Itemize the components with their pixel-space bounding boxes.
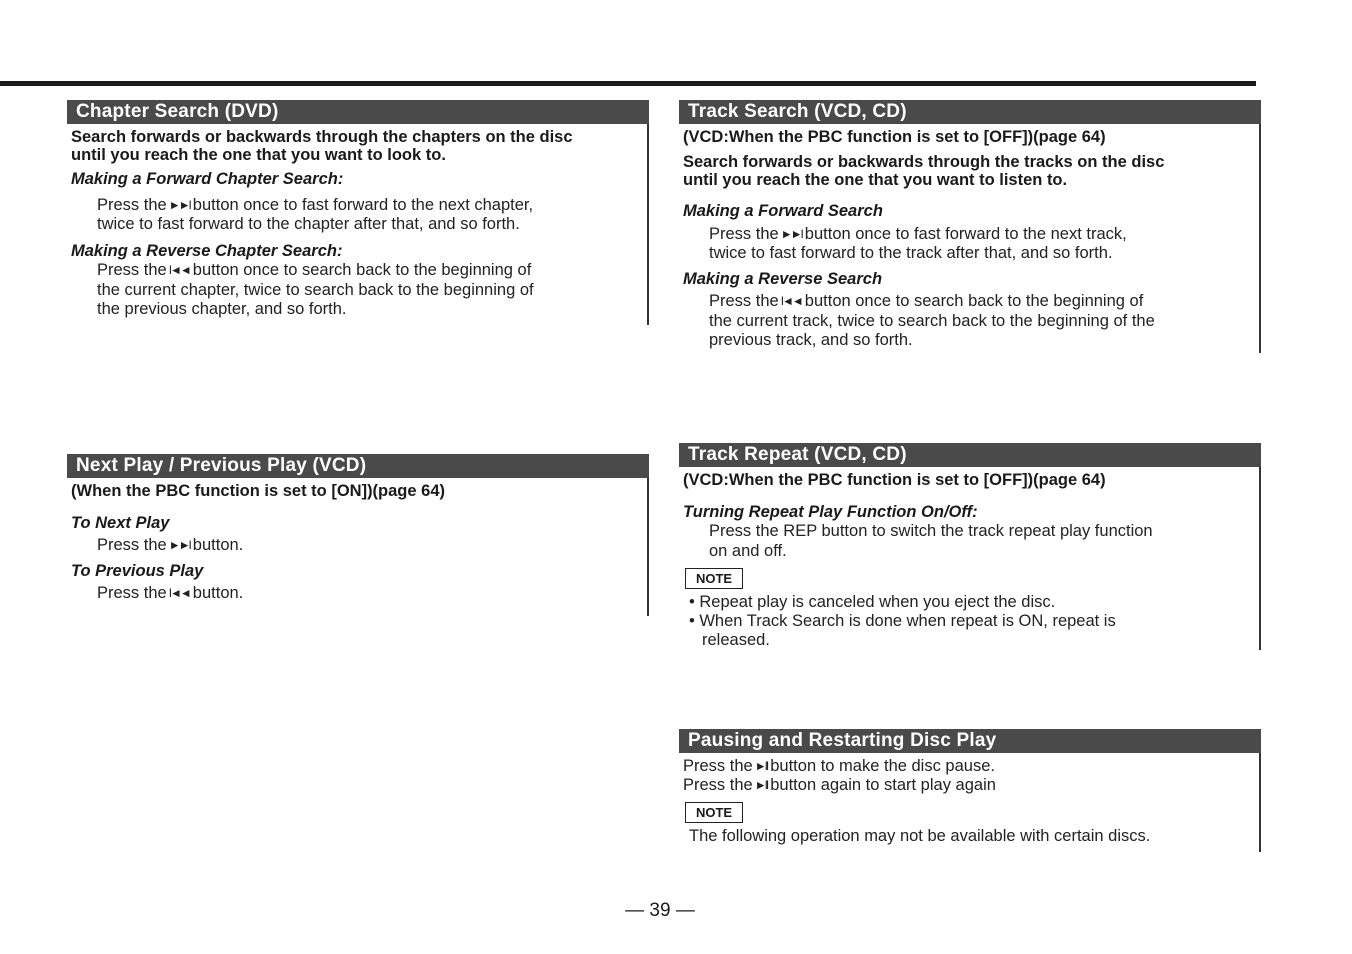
body-text: Press the xyxy=(97,196,167,214)
section-title: Track Repeat (VCD, CD) xyxy=(679,443,1261,467)
note-bullet: released. xyxy=(702,631,770,649)
track-search-section xyxy=(679,100,1261,353)
lead-text: until you reach the one that you want to listen to. xyxy=(683,171,1068,189)
body-text xyxy=(97,584,243,604)
top-rule xyxy=(0,81,1256,86)
body-text: Press the xyxy=(97,584,167,602)
note-label: NOTE xyxy=(685,568,743,589)
note-bullet: • When Track Search is done when repeat is ON, repeat is xyxy=(689,612,1116,630)
section-title: Pausing and Restarting Disc Play xyxy=(679,729,1261,753)
condition-text: (VCD:When the PBC function is set to [OFF])(page 64) xyxy=(683,471,1106,489)
note-text: The following operation may not be available with certain discs. xyxy=(689,827,1151,845)
previous-button-icon: I◄◄ xyxy=(168,586,190,600)
body-text: the current chapter, twice to search back to the beginning of xyxy=(97,281,534,299)
body-text: button. xyxy=(192,584,244,602)
body-text xyxy=(683,776,996,796)
note-bullet: • Repeat play is canceled when you eject the disc. xyxy=(689,593,1056,611)
subheading: To Previous Play xyxy=(71,562,204,580)
body-text: Press the xyxy=(683,776,753,794)
body-text: twice to fast forward to the chapter after that, and so forth. xyxy=(97,215,520,233)
body-text: button once to fast forward to the next chapter, xyxy=(192,196,534,214)
body-text xyxy=(97,536,243,556)
body-text: Press the xyxy=(683,757,753,775)
body-text: Press the xyxy=(709,292,779,310)
next-button-icon: ►►I xyxy=(168,198,190,212)
body-text xyxy=(709,225,1127,245)
subheading: Making a Reverse Search xyxy=(683,270,883,288)
body-text: button again to start play again xyxy=(770,776,996,794)
body-text: previous track, and so forth. xyxy=(709,331,913,349)
lead-text: Search forwards or backwards through the tracks on the disc xyxy=(683,153,1165,171)
subheading: To Next Play xyxy=(71,514,170,532)
subheading: Making a Forward Chapter Search: xyxy=(71,170,344,188)
body-text: Press the xyxy=(709,225,779,243)
body-text: button to make the disc pause. xyxy=(770,757,995,775)
body-text xyxy=(97,261,531,281)
next-previous-play-section xyxy=(67,454,649,616)
body-text xyxy=(97,196,533,216)
section-title: Chapter Search (DVD) xyxy=(67,100,649,124)
section-title: Track Search (VCD, CD) xyxy=(679,100,1261,124)
body-text: button once to search back to the beginning of xyxy=(804,292,1144,310)
body-text: Press the xyxy=(97,536,167,554)
play-pause-icon: ►II xyxy=(754,759,768,773)
play-pause-icon: ►II xyxy=(754,778,768,792)
section-body xyxy=(67,478,649,616)
next-button-icon: ►►I xyxy=(780,227,802,241)
subheading: Turning Repeat Play Function On/Off: xyxy=(683,503,978,521)
condition-text: (When the PBC function is set to [ON])(page 64) xyxy=(71,482,445,500)
section-body xyxy=(679,753,1261,852)
body-text: on and off. xyxy=(709,542,787,560)
body-text xyxy=(709,292,1143,312)
subheading: Making a Reverse Chapter Search: xyxy=(71,242,343,260)
body-text: button once to fast forward to the next track, xyxy=(804,225,1127,243)
next-button-icon: ►►I xyxy=(168,538,190,552)
body-text: button once to search back to the beginning of xyxy=(192,261,532,279)
section-title: Next Play / Previous Play (VCD) xyxy=(67,454,649,478)
body-text: the current track, twice to search back to the beginning of the xyxy=(709,312,1155,330)
note-label: NOTE xyxy=(685,802,743,823)
body-text: twice to fast forward to the track after that, and so forth. xyxy=(709,244,1113,262)
condition-text: (VCD:When the PBC function is set to [OFF])(page 64) xyxy=(683,128,1106,146)
body-text xyxy=(683,757,995,777)
previous-button-icon: I◄◄ xyxy=(168,263,190,277)
page-number: — 39 — xyxy=(625,900,695,921)
section-body xyxy=(679,124,1261,353)
body-text: Press the REP button to switch the track repeat play function xyxy=(709,522,1153,540)
body-text: button. xyxy=(192,536,244,554)
body-text: the previous chapter, and so forth. xyxy=(97,300,347,318)
pause-restart-section xyxy=(679,729,1261,852)
body-text: Press the xyxy=(97,261,167,279)
lead-text: Search forwards or backwards through the chapters on the disc xyxy=(71,128,573,146)
lead-text: until you reach the one that you want to look to. xyxy=(71,146,446,164)
track-repeat-section xyxy=(679,443,1261,650)
subheading: Making a Forward Search xyxy=(683,202,883,220)
chapter-search-section xyxy=(67,100,649,325)
previous-button-icon: I◄◄ xyxy=(780,294,802,308)
section-body xyxy=(67,124,649,325)
section-body xyxy=(679,467,1261,650)
